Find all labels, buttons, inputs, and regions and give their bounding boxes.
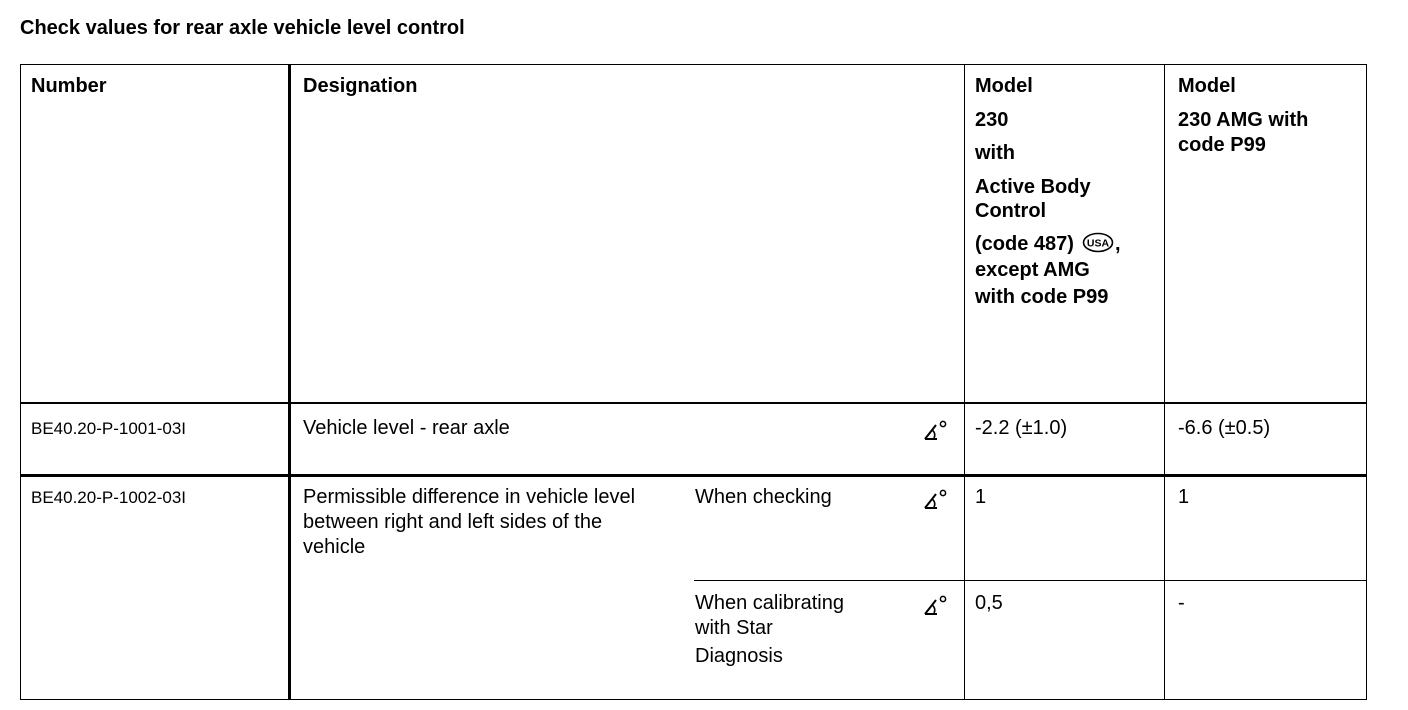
header-model1-label: Model xyxy=(975,75,1033,97)
angle-degree-icon xyxy=(923,489,949,511)
row1-divider xyxy=(20,474,1367,477)
header-row-divider xyxy=(20,402,1367,404)
code-487-suffix: , xyxy=(1114,233,1121,255)
header-model1-line1: 230 xyxy=(975,109,1009,131)
subrow1-value-model2: 1 xyxy=(1178,486,1190,508)
header-model2-line1: 230 AMG with xyxy=(1178,109,1309,131)
column-divider-number xyxy=(288,64,291,700)
header-model1-line2: with xyxy=(975,142,1015,164)
header-model2-line2: code P99 xyxy=(1178,134,1266,156)
subrow-divider xyxy=(694,580,1367,581)
subrow2-condition-line1: When calibrating xyxy=(695,592,844,614)
subrow2-condition-line2: with Star xyxy=(695,617,773,639)
row2-designation-line1: Permissible difference in vehicle level xyxy=(303,486,636,508)
page-title: Check values for rear axle vehicle level control xyxy=(20,17,465,39)
row1-number: BE40.20-P-1001-03I xyxy=(31,419,186,438)
table-border-right xyxy=(1366,64,1367,700)
subrow2-condition-line3: Diagnosis xyxy=(695,645,783,667)
subrow2-value-model2: - xyxy=(1178,592,1185,614)
header-model2-label: Model xyxy=(1178,75,1236,97)
header-model1-line6: with code P99 xyxy=(975,286,1109,308)
column-divider-model2 xyxy=(1164,64,1165,700)
row2-designation-line2: between right and left sides of the xyxy=(303,511,603,533)
row1-value-model1: -2.2 (±1.0) xyxy=(975,417,1068,439)
header-model1-line4 xyxy=(975,232,1121,257)
row2-number: BE40.20-P-1002-03I xyxy=(31,488,186,507)
angle-degree-icon xyxy=(923,595,949,617)
row1-value-model2: -6.6 (±0.5) xyxy=(1178,417,1271,439)
usa-badge-icon xyxy=(1082,232,1114,253)
header-model1-line3a: Active Body xyxy=(975,176,1091,198)
code-487-text: (code 487) xyxy=(975,233,1074,255)
header-number: Number xyxy=(31,75,107,97)
row2-designation-line3: vehicle xyxy=(303,536,366,558)
subrow1-condition: When checking xyxy=(695,486,832,508)
subrow2-value-model1: 0,5 xyxy=(975,592,1003,614)
check-values-table xyxy=(20,64,1367,700)
usa-badge-label: USA xyxy=(1086,237,1110,250)
header-designation: Designation xyxy=(303,75,418,97)
column-divider-model1 xyxy=(964,64,965,700)
header-model1-line5: except AMG xyxy=(975,259,1090,281)
header-model1-line3b: Control xyxy=(975,200,1047,222)
row1-designation: Vehicle level - rear axle xyxy=(303,417,510,439)
table-border-left xyxy=(20,64,21,700)
subrow1-value-model1: 1 xyxy=(975,486,987,508)
angle-degree-icon xyxy=(923,420,949,442)
